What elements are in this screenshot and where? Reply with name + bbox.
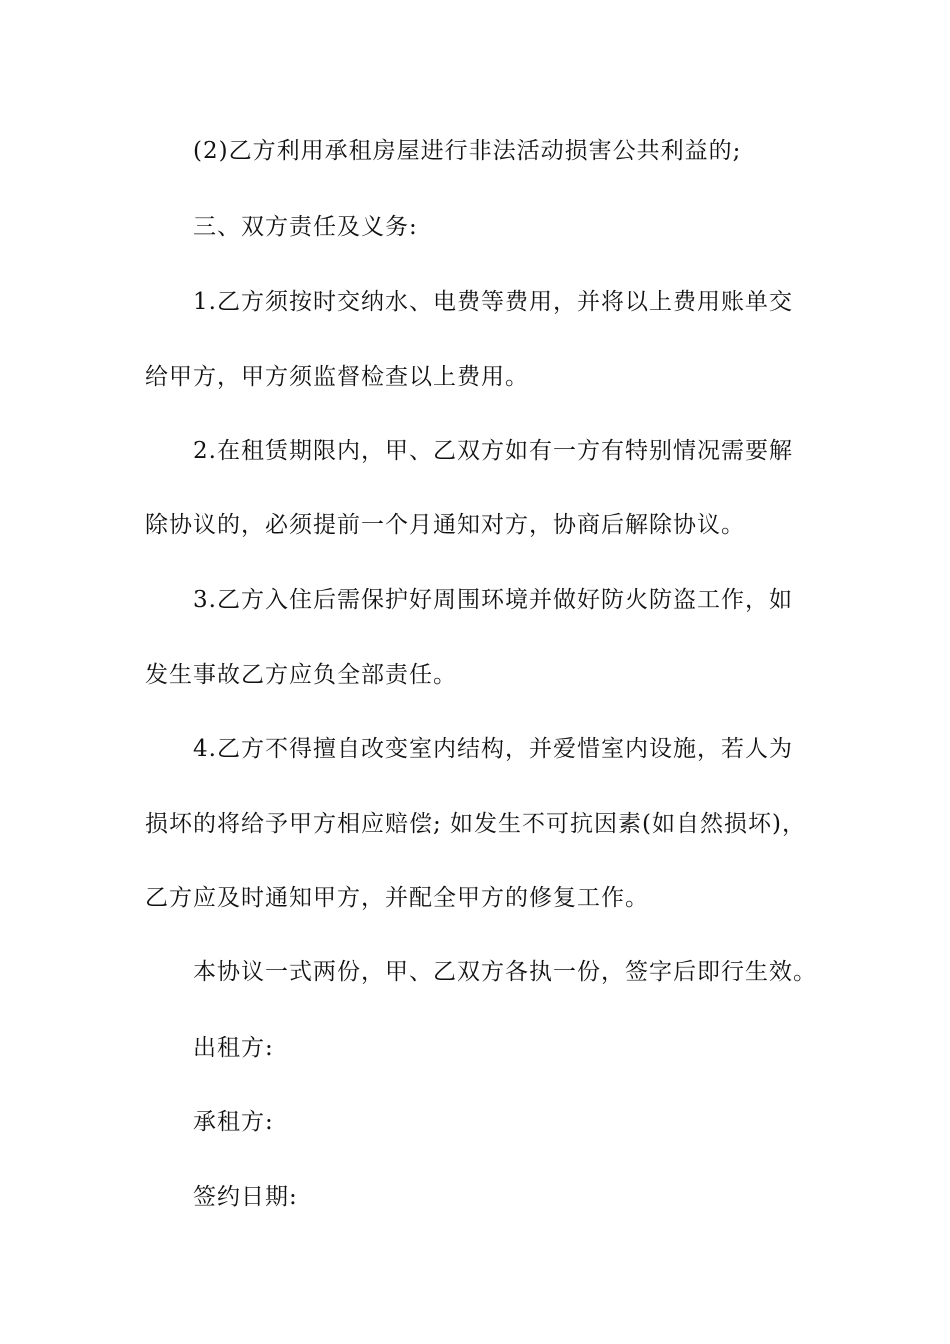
duty-1-line-2: 给甲方，甲方须监督检查以上费用。 [145,364,529,390]
duty-4-line-3: 乙方应及时通知甲方，并配全甲方的修复工作。 [145,885,649,911]
lessor-signature-label: 出租方: [193,1035,274,1061]
duty-3-line-1: 3.乙方入住后需保护好周围环境并做好防火防盗工作，如 [193,587,793,613]
clause-item-2: (2)乙方利用承租房屋进行非法活动损害公共利益的; [193,138,742,164]
copies-statement: 本协议一式两份，甲、乙双方各执一份，签字后即行生效。 [193,959,817,985]
signing-date-label: 签约日期: [193,1184,298,1210]
duty-2-line-2: 除协议的，必须提前一个月通知对方，协商后解除协议。 [145,512,745,538]
section-heading-responsibilities: 三、双方责任及义务: [193,214,418,240]
duty-2-line-1: 2.在租赁期限内，甲、乙双方如有一方有特别情况需要解 [193,438,793,464]
lessee-signature-label: 承租方: [193,1109,274,1135]
duty-3-line-2: 发生事故乙方应负全部责任。 [145,662,457,688]
duty-4-line-2: 损坏的将给予甲方相应赔偿; 如发生不可抗因素(如自然损坏)， [145,811,807,837]
duty-1-line-1: 1.乙方须按时交纳水、电费等费用，并将以上费用账单交 [193,289,793,315]
duty-4-line-1: 4.乙方不得擅自改变室内结构，并爱惜室内设施，若人为 [193,736,793,762]
